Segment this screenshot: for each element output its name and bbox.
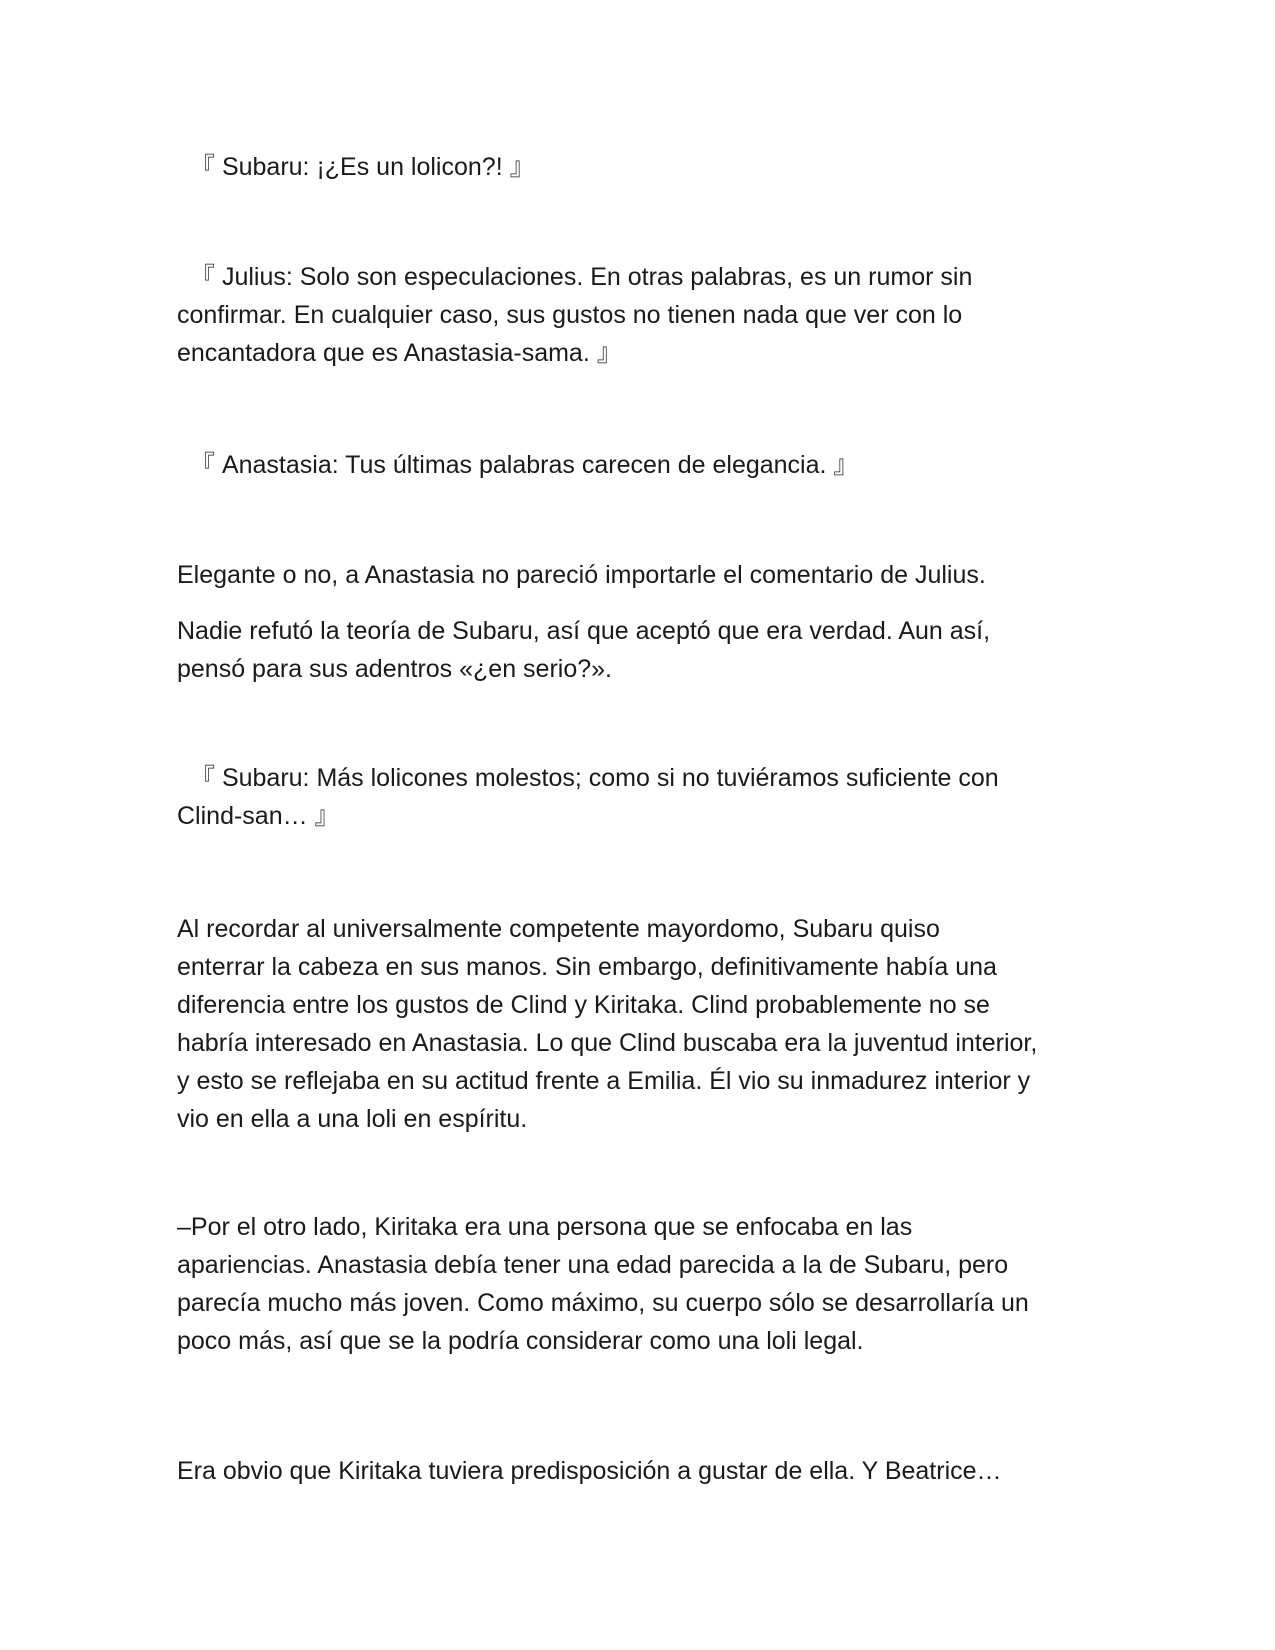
text-line: pensó para sus adentros «¿en serio?».	[177, 655, 612, 683]
text-line: Clind-san… 』	[177, 802, 340, 830]
text-line: Al recordar al universalmente competente mayordomo, Subaru quiso	[177, 915, 940, 943]
text-line: 『 Anastasia: Tus últimas palabras carecen de elegancia. 』	[190, 451, 859, 479]
text-line: apariencias. Anastasia debía tener una edad parecida a la de Subaru, pero	[177, 1251, 1009, 1279]
dialogue-paragraph	[177, 446, 1107, 484]
text-line: poco más, así que se la podría considerar como una loli legal.	[177, 1327, 864, 1355]
narration-paragraph	[177, 612, 1107, 688]
text-line: encantadora que es Anastasia-sama. 』	[177, 339, 622, 367]
text-line: 『 Subaru: Más lolicones molestos; como si no tuviéramos suficiente con	[190, 764, 999, 792]
text-line: enterrar la cabeza en sus manos. Sin embargo, definitivamente había una	[177, 953, 997, 981]
text-line: diferencia entre los gustos de Clind y Kiritaka. Clind probablemente no se	[177, 991, 990, 1019]
text-line: Elegante o no, a Anastasia no pareció importarle el comentario de Julius.	[177, 561, 986, 589]
dialogue-paragraph	[177, 759, 1107, 835]
text-line: –Por el otro lado, Kiritaka era una persona que se enfocaba en las	[177, 1213, 913, 1241]
text-line: confirmar. En cualquier caso, sus gustos no tienen nada que ver con lo	[177, 301, 963, 329]
narration-paragraph	[177, 910, 1107, 1138]
text-line: 『 Subaru: ¡¿Es un lolicon?! 』	[190, 153, 535, 181]
narration-paragraph	[177, 1452, 1107, 1490]
narration-paragraph	[177, 556, 1107, 594]
dialogue-paragraph	[177, 258, 1107, 372]
text-line: habría interesado en Anastasia. Lo que Clind buscaba era la juventud interior,	[177, 1029, 1038, 1057]
text-line: vio en ella a una loli en espíritu.	[177, 1105, 528, 1133]
text-line: parecía mucho más joven. Como máximo, su cuerpo sólo se desarrollaría un	[177, 1289, 1029, 1317]
text-line: 『 Julius: Solo son especulaciones. En otras palabras, es un rumor sin	[190, 263, 973, 291]
narration-paragraph	[177, 1208, 1107, 1360]
text-line: y esto se reflejaba en su actitud frente a Emilia. Él vio su inmadurez interior y	[177, 1067, 1031, 1095]
text-line: Era obvio que Kiritaka tuviera predisposición a gustar de ella. Y Beatrice…	[177, 1457, 1002, 1485]
text-line: Nadie refutó la teoría de Subaru, así que aceptó que era verdad. Aun así,	[177, 617, 991, 645]
dialogue-paragraph	[177, 148, 1107, 186]
